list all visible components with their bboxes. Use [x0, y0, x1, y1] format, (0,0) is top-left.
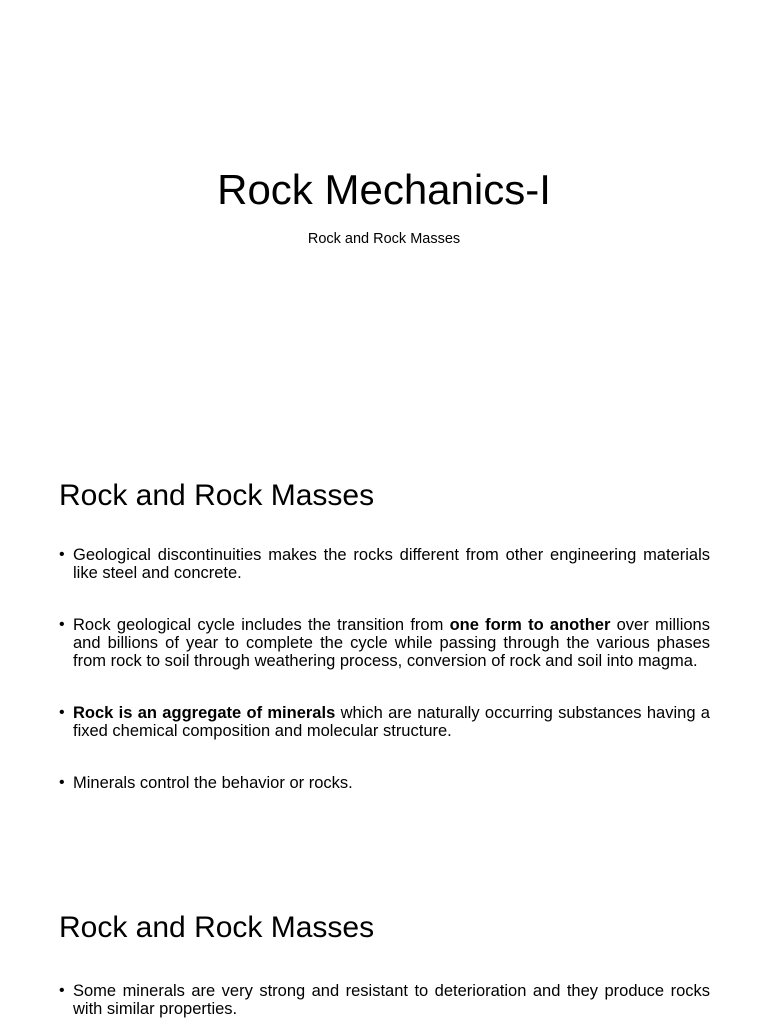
deck-subtitle: Rock and Rock Masses — [307, 231, 461, 247]
bullet-dot-icon: • — [59, 616, 65, 633]
deck-title: Rock Mechanics-I — [217, 166, 551, 213]
bullet-item — [59, 774, 710, 792]
bullet-dot-icon: • — [59, 546, 65, 563]
bullet-text: Rock is an aggregate of minerals which are naturally occurring substances having a fixed chemical composition and molecular structure. — [73, 704, 710, 740]
bullet-dot-icon: • — [59, 774, 65, 791]
bullet-item — [59, 982, 710, 1018]
bullet-text: Rock geological cycle includes the transition from one form to another over millions and billions of year to complete the cycle while passing through the various phases from rock to soil through weathering process, conversion of rock and soil into magma. — [73, 616, 710, 670]
content-slide — [0, 864, 768, 1024]
bullet-text: Minerals control the behavior or rocks. — [73, 774, 353, 792]
bullet-text: Geological discontinuities makes the rocks different from other engineering materials like steel and concrete. — [73, 546, 710, 582]
bullet-item — [59, 704, 710, 740]
bullet-text: Some minerals are very strong and resistant to deterioration and they produce rocks with similar properties. — [73, 982, 710, 1018]
slide-heading: Rock and Rock Masses — [59, 911, 375, 944]
bullet-list — [59, 982, 710, 1024]
bullet-list — [59, 546, 710, 826]
bullet-dot-icon: • — [59, 982, 65, 999]
bullet-item — [59, 616, 710, 670]
title-slide — [0, 0, 768, 432]
bullet-item — [59, 546, 710, 582]
content-slide — [0, 432, 768, 864]
slide-heading: Rock and Rock Masses — [59, 479, 375, 512]
bullet-dot-icon: • — [59, 704, 65, 721]
